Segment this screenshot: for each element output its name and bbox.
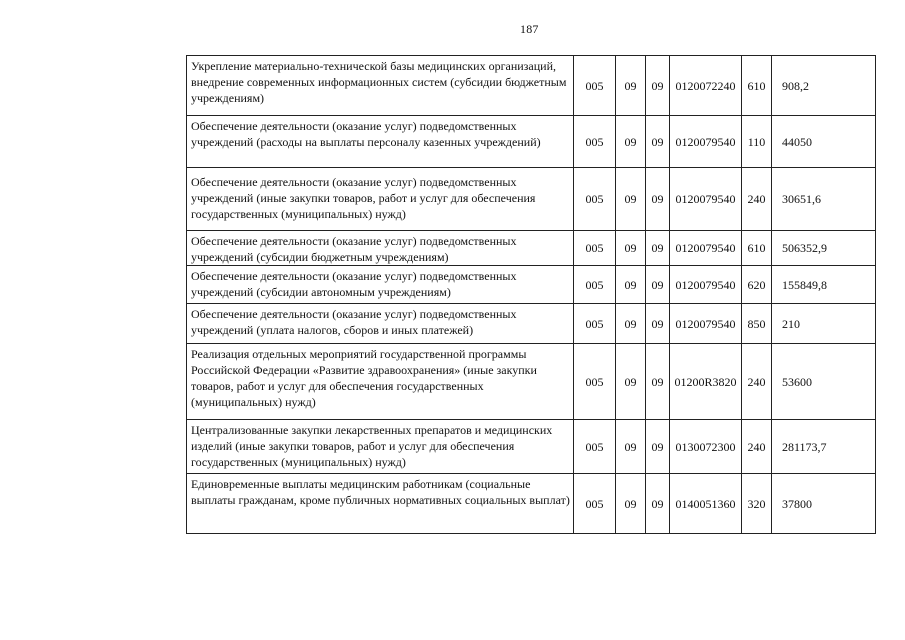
table-row <box>187 168 876 231</box>
target-article-code: 0130072300 <box>670 420 742 474</box>
table-row <box>187 56 876 116</box>
target-article-code: 0120079540 <box>670 266 742 304</box>
amount-value: 210 <box>772 304 876 344</box>
subsection-code: 09 <box>646 474 670 534</box>
target-article-code: 0120079540 <box>670 304 742 344</box>
expense-type-code: 320 <box>742 474 772 534</box>
row-description: Единовременные выплаты медицинским работникам (социальные выплаты гражданам, кроме публичных нормативных социальных выплат) <box>187 474 574 534</box>
amount-value: 53600 <box>772 344 876 420</box>
subsection-code: 09 <box>646 266 670 304</box>
target-article-code: 0120079540 <box>670 168 742 231</box>
section-code: 09 <box>616 231 646 266</box>
row-description: Обеспечение деятельности (оказание услуг) подведомственных учреждений (расходы на выплаты персоналу казенных учреждений) <box>187 116 574 168</box>
ministry-code: 005 <box>574 304 616 344</box>
section-code: 09 <box>616 168 646 231</box>
table-row <box>187 344 876 420</box>
ministry-code: 005 <box>574 56 616 116</box>
table-row <box>187 304 876 344</box>
row-description: Укрепление материально-технической базы медицинских организаций, внедрение современных информационных систем (субсидии бюджетным учреждениям) <box>187 56 574 116</box>
table-row <box>187 116 876 168</box>
amount-value: 44050 <box>772 116 876 168</box>
expense-type-code: 850 <box>742 304 772 344</box>
row-description: Централизованные закупки лекарственных препаратов и медицинских изделий (иные закупки товаров, работ и услуг для обеспечения государственных (муниципальных) нужд) <box>187 420 574 474</box>
subsection-code: 09 <box>646 116 670 168</box>
table-row <box>187 474 876 534</box>
table-row <box>187 266 876 304</box>
target-article-code: 0120079540 <box>670 116 742 168</box>
subsection-code: 09 <box>646 304 670 344</box>
ministry-code: 005 <box>574 344 616 420</box>
expense-type-code: 240 <box>742 344 772 420</box>
ministry-code: 005 <box>574 168 616 231</box>
page-number: 187 <box>520 22 539 36</box>
amount-value: 281173,7 <box>772 420 876 474</box>
section-code: 09 <box>616 420 646 474</box>
subsection-code: 09 <box>646 344 670 420</box>
amount-value: 506352,9 <box>772 231 876 266</box>
target-article-code: 0140051360 <box>670 474 742 534</box>
subsection-code: 09 <box>646 168 670 231</box>
amount-value: 908,2 <box>772 56 876 116</box>
budget-table <box>186 55 876 534</box>
amount-value: 155849,8 <box>772 266 876 304</box>
ministry-code: 005 <box>574 266 616 304</box>
subsection-code: 09 <box>646 231 670 266</box>
section-code: 09 <box>616 116 646 168</box>
target-article-code: 01200R3820 <box>670 344 742 420</box>
expense-type-code: 240 <box>742 420 772 474</box>
section-code: 09 <box>616 266 646 304</box>
table-row <box>187 231 876 266</box>
expense-type-code: 610 <box>742 56 772 116</box>
target-article-code: 0120072240 <box>670 56 742 116</box>
ministry-code: 005 <box>574 420 616 474</box>
expense-type-code: 610 <box>742 231 772 266</box>
expense-type-code: 240 <box>742 168 772 231</box>
subsection-code: 09 <box>646 56 670 116</box>
amount-value: 37800 <box>772 474 876 534</box>
subsection-code: 09 <box>646 420 670 474</box>
row-description: Обеспечение деятельности (оказание услуг) подведомственных учреждений (уплата налогов, сборов и иных платежей) <box>187 304 574 344</box>
table-row <box>187 420 876 474</box>
ministry-code: 005 <box>574 474 616 534</box>
section-code: 09 <box>616 474 646 534</box>
section-code: 09 <box>616 344 646 420</box>
amount-value: 30651,6 <box>772 168 876 231</box>
section-code: 09 <box>616 56 646 116</box>
ministry-code: 005 <box>574 231 616 266</box>
expense-type-code: 110 <box>742 116 772 168</box>
ministry-code: 005 <box>574 116 616 168</box>
row-description: Обеспечение деятельности (оказание услуг) подведомственных учреждений (субсидии бюджетным учреждениям) <box>187 231 574 266</box>
target-article-code: 0120079540 <box>670 231 742 266</box>
expense-type-code: 620 <box>742 266 772 304</box>
row-description: Реализация отдельных мероприятий государственной программы Российской Федерации «Развитие здравоохранения» (иные закупки товаров, работ и услуг для обеспечения государственных (муниципальных) нужд) <box>187 344 574 420</box>
section-code: 09 <box>616 304 646 344</box>
row-description: Обеспечение деятельности (оказание услуг) подведомственных учреждений (субсидии автономным учреждениям) <box>187 266 574 304</box>
row-description: Обеспечение деятельности (оказание услуг) подведомственных учреждений (иные закупки товаров, работ и услуг для обеспечения государственных (муниципальных) нужд) <box>187 168 574 231</box>
